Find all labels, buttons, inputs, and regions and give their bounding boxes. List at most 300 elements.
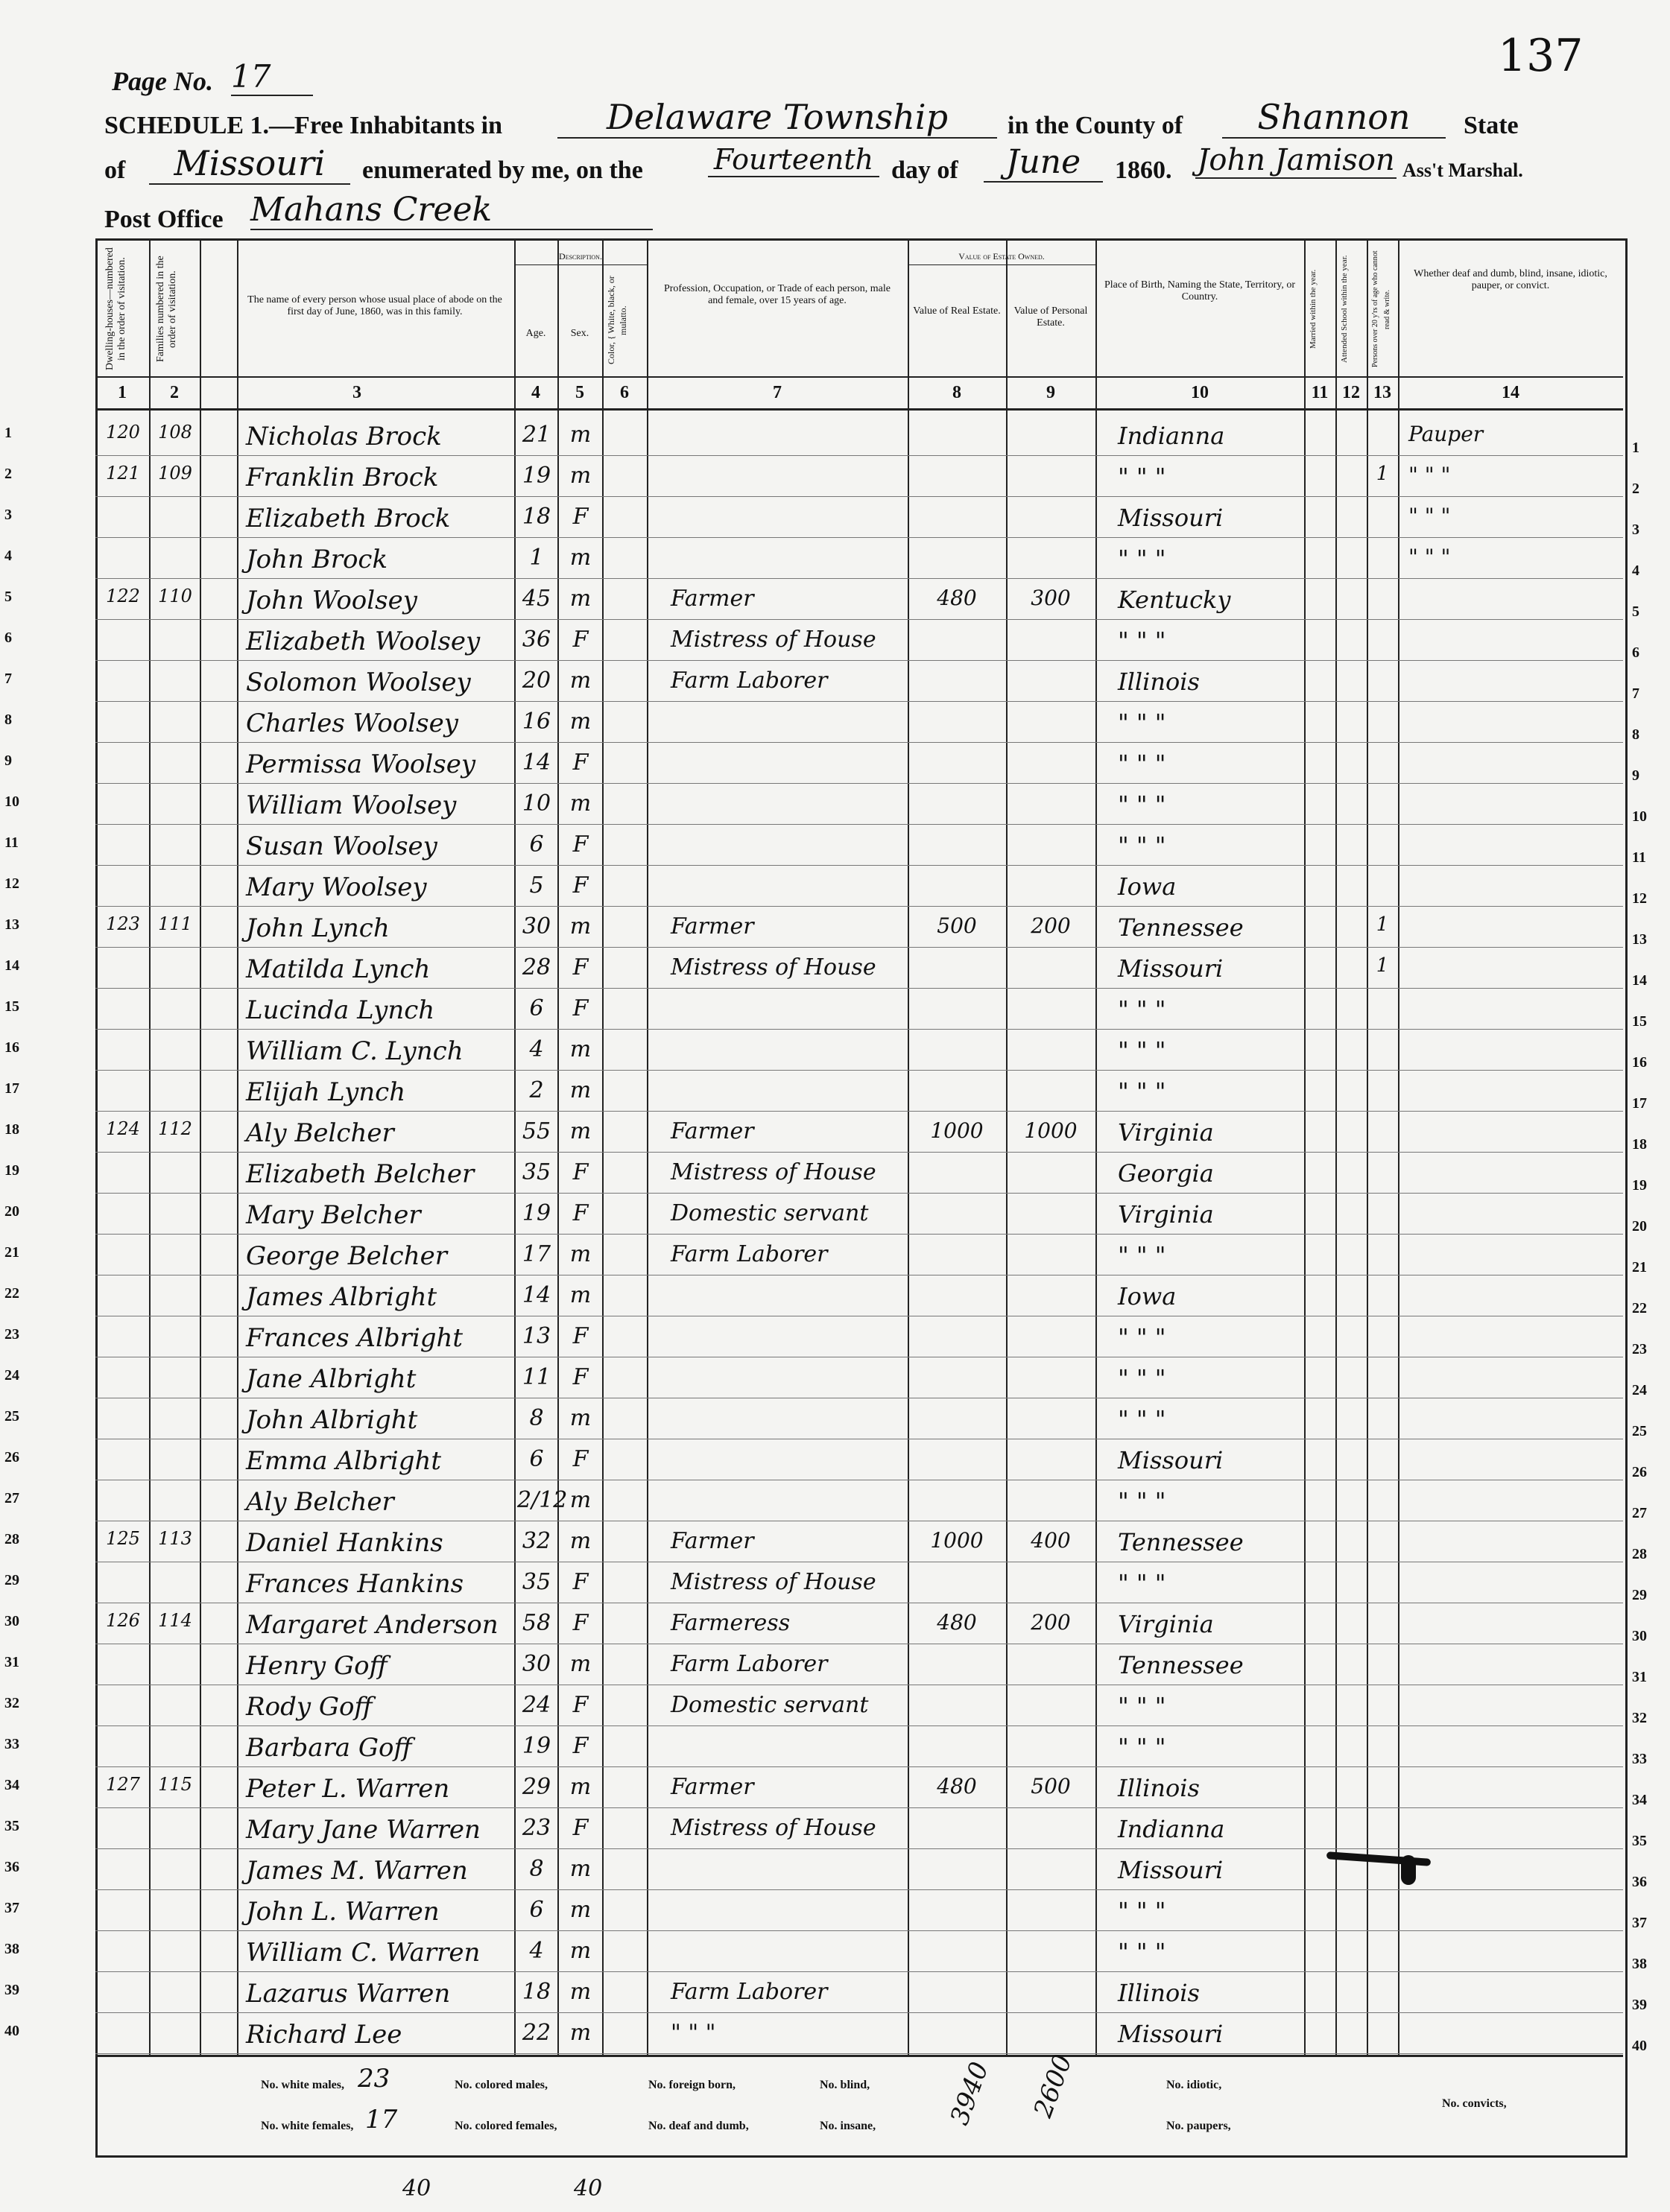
age: 45 xyxy=(522,586,551,612)
person-name: James Albright xyxy=(246,1282,437,1312)
sex: m xyxy=(569,1077,592,1103)
right-line-number: 4 xyxy=(1632,562,1639,579)
place-of-birth: " " " xyxy=(1118,750,1166,778)
right-line-number: 14 xyxy=(1632,972,1647,989)
township: Delaware Township xyxy=(557,97,997,139)
ink-blot-drip xyxy=(1401,1855,1416,1885)
person-name: James M. Warren xyxy=(246,1856,468,1886)
sex: F xyxy=(572,1323,589,1349)
col10-header: Place of Birth, Naming the State, Territory, or Country. xyxy=(1104,279,1295,302)
real-estate-value: 480 xyxy=(937,1610,977,1635)
place-of-birth: Missouri xyxy=(1118,504,1224,532)
place-of-birth: Virginia xyxy=(1118,1200,1214,1229)
age: 36 xyxy=(522,627,551,653)
illiterate-mark: 1 xyxy=(1376,954,1389,977)
occupation: Farm Laborer xyxy=(671,1651,828,1677)
person-name: Rody Goff xyxy=(246,1692,373,1722)
sex: F xyxy=(572,627,589,653)
age: 14 xyxy=(522,750,551,776)
col12-header: Attended School within the year. xyxy=(1340,255,1349,364)
sex: F xyxy=(572,504,589,530)
column-number: 2 xyxy=(170,383,179,402)
age: 6 xyxy=(529,1446,544,1472)
age: 5 xyxy=(529,872,544,899)
person-name: Aly Belcher xyxy=(246,1118,394,1148)
place-of-birth: " " " xyxy=(1118,627,1166,655)
age: 35 xyxy=(522,1569,551,1595)
place-of-birth: " " " xyxy=(1118,1036,1166,1065)
place-of-birth: Missouri xyxy=(1118,1856,1224,1884)
sex: m xyxy=(569,422,592,448)
right-line-number: 25 xyxy=(1632,1423,1647,1439)
colored-females-label: No. colored females, xyxy=(455,2120,557,2132)
line-number: 23 xyxy=(4,1326,19,1343)
family-number: 111 xyxy=(158,913,192,934)
line-number: 35 xyxy=(4,1818,19,1834)
person-name: Daniel Hankins xyxy=(246,1528,443,1558)
occupation: Farmeress xyxy=(671,1610,791,1636)
sex: F xyxy=(572,1610,589,1636)
place-of-birth: " " " xyxy=(1118,1405,1166,1433)
occupation: Mistress of House xyxy=(671,1815,876,1841)
sex: m xyxy=(569,1118,592,1144)
column-number: 7 xyxy=(773,383,782,402)
real-estate-value: 1000 xyxy=(930,1528,984,1553)
col5-header: Sex. xyxy=(570,328,589,339)
column-number: 4 xyxy=(531,383,540,402)
person-name: George Belcher xyxy=(246,1241,447,1271)
line-number: 11 xyxy=(4,834,19,851)
person-name: John Lynch xyxy=(246,913,390,943)
sex: F xyxy=(572,954,589,980)
right-line-number: 12 xyxy=(1632,890,1647,907)
sex: m xyxy=(569,2020,592,2046)
right-line-number: 29 xyxy=(1632,1587,1647,1603)
age: 6 xyxy=(529,1897,544,1923)
place-of-birth: Illinois xyxy=(1118,1774,1200,1802)
age: 19 xyxy=(522,1733,551,1759)
condition: " " " xyxy=(1408,504,1451,528)
col11-header: Married within the year. xyxy=(1309,269,1318,349)
state-value: Missouri xyxy=(149,143,350,185)
right-line-number: 20 xyxy=(1632,1218,1647,1235)
county: Shannon xyxy=(1222,97,1446,139)
sex: F xyxy=(572,1200,589,1226)
column-number: 9 xyxy=(1046,383,1055,402)
sex: m xyxy=(569,463,592,489)
line-number: 15 xyxy=(4,998,19,1015)
person-name: Elizabeth Belcher xyxy=(246,1159,475,1189)
colored-males-label: No. colored males, xyxy=(455,2079,548,2091)
place-of-birth: " " " xyxy=(1118,995,1166,1024)
column-number: 14 xyxy=(1502,383,1519,402)
sex: m xyxy=(569,1282,592,1308)
right-line-number: 6 xyxy=(1632,644,1639,661)
age: 28 xyxy=(522,954,551,980)
enumerated-label: enumerated by me, on the xyxy=(362,156,643,184)
sex: m xyxy=(569,1241,592,1267)
person-name: Franklin Brock xyxy=(246,463,439,492)
person-name: John Woolsey xyxy=(246,586,417,615)
person-name: Margaret Anderson xyxy=(246,1610,499,1640)
real-estate-value: 500 xyxy=(937,913,977,938)
age: 6 xyxy=(529,995,544,1021)
person-name: Elizabeth Woolsey xyxy=(246,627,481,656)
right-line-number: 24 xyxy=(1632,1382,1647,1398)
col6-header: Color, { White, black, or mulatto. xyxy=(606,276,628,365)
sex: m xyxy=(569,1528,592,1554)
person-name: Permissa Woolsey xyxy=(246,750,476,779)
dwelling-number: 122 xyxy=(106,586,140,606)
sex: m xyxy=(569,545,592,571)
place-of-birth: " " " xyxy=(1118,790,1166,819)
right-line-number: 30 xyxy=(1632,1628,1647,1644)
place-of-birth: " " " xyxy=(1118,1241,1166,1270)
sex: F xyxy=(572,831,589,858)
line-number: 1 xyxy=(4,425,12,441)
line-number: 18 xyxy=(4,1121,19,1138)
occupation: Farmer xyxy=(671,1774,754,1800)
personal-estate-value: 200 xyxy=(1031,913,1071,938)
right-line-number: 34 xyxy=(1632,1792,1647,1808)
right-line-number: 3 xyxy=(1632,522,1639,538)
county-label: in the County of xyxy=(1008,112,1183,139)
line-number: 24 xyxy=(4,1367,19,1384)
col3-header: The name of every person whose usual place of abode on the first day of June, 1860, was in this family. xyxy=(247,294,502,317)
person-name: Mary Woolsey xyxy=(246,872,427,902)
right-line-number: 33 xyxy=(1632,1751,1647,1767)
right-line-number: 23 xyxy=(1632,1341,1647,1357)
person-name: Mary Jane Warren xyxy=(246,1815,481,1845)
dwelling-number: 124 xyxy=(106,1118,140,1139)
place-of-birth: " " " xyxy=(1118,1569,1166,1597)
person-name: Emma Albright xyxy=(246,1446,442,1476)
convicts-label: No. convicts, xyxy=(1442,2097,1507,2110)
line-number: 17 xyxy=(4,1080,19,1097)
age: 6 xyxy=(529,831,544,858)
column-number: 8 xyxy=(952,383,961,402)
line-number: 31 xyxy=(4,1654,19,1670)
line-number: 12 xyxy=(4,875,19,892)
day-of-label: day of xyxy=(891,156,958,184)
occupation: Domestic servant xyxy=(671,1200,869,1226)
col13-header: Persons over 20 y'rs of age who cannot read & write. xyxy=(1371,250,1391,368)
place-of-birth: Tennessee xyxy=(1118,1528,1244,1556)
deaf-dumb-label: No. deaf and dumb, xyxy=(648,2120,749,2132)
sex: m xyxy=(569,1897,592,1923)
sex: m xyxy=(569,1487,592,1513)
age: 13 xyxy=(522,1323,551,1349)
age: 10 xyxy=(522,790,551,817)
line-number: 8 xyxy=(4,712,12,728)
age: 58 xyxy=(522,1610,551,1636)
line-number: 19 xyxy=(4,1162,19,1179)
place-of-birth: " " " xyxy=(1118,1938,1166,1966)
place-of-birth: Missouri xyxy=(1118,1446,1224,1474)
line-number: 9 xyxy=(4,752,12,769)
marshal-name: John Jamison xyxy=(1195,143,1397,179)
col7-header: Profession, Occupation, or Trade of each person, male and female, over 15 years of age. xyxy=(663,283,891,306)
right-line-number: 9 xyxy=(1632,767,1639,784)
right-line-number: 17 xyxy=(1632,1095,1647,1112)
right-line-number: 22 xyxy=(1632,1300,1647,1316)
schedule-label: SCHEDULE 1.—Free Inhabitants in xyxy=(104,112,503,139)
place-of-birth: " " " xyxy=(1118,545,1166,573)
family-number: 109 xyxy=(158,463,192,484)
line-number: 6 xyxy=(4,630,12,646)
sex: m xyxy=(569,1405,592,1431)
right-line-number: 8 xyxy=(1632,726,1639,743)
person-name: Elijah Lynch xyxy=(246,1077,406,1107)
place-of-birth: Illinois xyxy=(1118,668,1200,696)
condition: " " " xyxy=(1408,463,1451,487)
year-value: 1860. xyxy=(1115,156,1172,184)
place-of-birth: " " " xyxy=(1118,1077,1166,1106)
person-name: Richard Lee xyxy=(246,2020,402,2050)
age: 20 xyxy=(522,668,551,694)
age: 4 xyxy=(529,1036,544,1062)
right-line-number: 10 xyxy=(1632,808,1647,825)
condition: " " " xyxy=(1408,545,1451,569)
place-of-birth: " " " xyxy=(1118,1897,1166,1925)
place-of-birth: " " " xyxy=(1118,709,1166,737)
right-line-number: 39 xyxy=(1632,1997,1647,2013)
line-number: 13 xyxy=(4,916,19,933)
sex: m xyxy=(569,913,592,939)
illiterate-mark: 1 xyxy=(1376,463,1389,485)
place-of-birth: Indianna xyxy=(1118,1815,1225,1843)
occupation: Mistress of House xyxy=(671,627,876,653)
line-number: 5 xyxy=(4,589,12,605)
person-name: Henry Goff xyxy=(246,1651,388,1681)
family-number: 113 xyxy=(158,1528,192,1549)
person-name: William C. Warren xyxy=(246,1938,481,1968)
month-value: June xyxy=(984,143,1103,183)
person-name: Solomon Woolsey xyxy=(246,668,471,697)
line-number: 25 xyxy=(4,1408,19,1425)
place-of-birth: " " " xyxy=(1118,463,1166,491)
family-number: 114 xyxy=(158,1610,192,1631)
line-number: 33 xyxy=(4,1736,19,1752)
age: 55 xyxy=(522,1118,551,1144)
sex: F xyxy=(572,1692,589,1718)
age: 22 xyxy=(522,2020,551,2046)
idiotic-label: No. idiotic, xyxy=(1166,2079,1222,2091)
place-of-birth: Indianna xyxy=(1118,422,1225,450)
right-line-number: 26 xyxy=(1632,1464,1647,1480)
age: 2/12 xyxy=(517,1487,568,1513)
insane-label: No. insane, xyxy=(820,2120,876,2132)
of-label: of xyxy=(104,156,126,184)
sex: F xyxy=(572,1364,589,1390)
sex: F xyxy=(572,750,589,776)
col4-header: Age. xyxy=(525,328,546,339)
column-number: 11 xyxy=(1311,383,1329,402)
right-line-number: 13 xyxy=(1632,931,1647,948)
right-line-number: 40 xyxy=(1632,2038,1647,2054)
person-name: Mary Belcher xyxy=(246,1200,421,1230)
sex: F xyxy=(572,872,589,899)
line-number: 10 xyxy=(4,793,19,810)
line-number: 22 xyxy=(4,1285,19,1302)
state-label: State xyxy=(1464,112,1519,139)
post-office-label: Post Office xyxy=(104,206,224,233)
sex: m xyxy=(569,1651,592,1677)
dwelling-number: 126 xyxy=(106,1610,140,1631)
place-of-birth: Kentucky xyxy=(1118,586,1231,614)
line-number: 36 xyxy=(4,1859,19,1875)
sex: F xyxy=(572,1815,589,1841)
dwelling-number: 121 xyxy=(106,463,140,484)
estate-header: Value of Estate Owned. xyxy=(958,251,1045,262)
bottom-tally-left: 40 xyxy=(402,2175,431,2202)
age: 14 xyxy=(522,1282,551,1308)
sex: m xyxy=(569,1774,592,1800)
place-of-birth: Tennessee xyxy=(1118,913,1244,942)
place-of-birth: Iowa xyxy=(1118,1282,1177,1311)
place-of-birth: " " " xyxy=(1118,1487,1166,1515)
sex: m xyxy=(569,790,592,817)
dwelling-number: 123 xyxy=(106,913,140,934)
family-number: 108 xyxy=(158,422,192,443)
bottom-tally-right: 40 xyxy=(574,2175,603,2202)
line-number: 29 xyxy=(4,1572,19,1588)
illiterate-mark: 1 xyxy=(1376,913,1389,936)
place-of-birth: " " " xyxy=(1118,1692,1166,1720)
place-of-birth: Georgia xyxy=(1118,1159,1214,1188)
paupers-label: No. paupers, xyxy=(1166,2120,1231,2132)
right-line-number: 19 xyxy=(1632,1177,1647,1194)
place-of-birth: Iowa xyxy=(1118,872,1177,901)
occupation: Farm Laborer xyxy=(671,1979,828,2005)
line-number: 28 xyxy=(4,1531,19,1547)
person-name: Elizabeth Brock xyxy=(246,504,451,533)
line-number: 32 xyxy=(4,1695,19,1711)
age: 24 xyxy=(522,1692,551,1718)
col2-header: Families numbered in the order of visitation. xyxy=(155,256,178,363)
person-name: Charles Woolsey xyxy=(246,709,458,738)
sex: F xyxy=(572,1569,589,1595)
place-of-birth: Virginia xyxy=(1118,1610,1214,1638)
right-line-number: 38 xyxy=(1632,1956,1647,1972)
sex: m xyxy=(569,1036,592,1062)
age: 16 xyxy=(522,709,551,735)
line-number: 16 xyxy=(4,1039,19,1056)
right-line-number: 1 xyxy=(1632,440,1639,456)
day-value: Fourteenth xyxy=(708,143,879,177)
occupation: Domestic servant xyxy=(671,1692,869,1718)
right-line-number: 11 xyxy=(1632,849,1646,866)
sex: m xyxy=(569,1856,592,1882)
age: 11 xyxy=(522,1364,551,1390)
condition: Pauper xyxy=(1408,422,1484,446)
age: 19 xyxy=(522,463,551,489)
white-females-value: 17 xyxy=(365,2105,398,2135)
occupation: Farm Laborer xyxy=(671,668,828,694)
line-number: 40 xyxy=(4,2023,19,2039)
dwelling-number: 125 xyxy=(106,1528,140,1549)
line-number: 26 xyxy=(4,1449,19,1465)
right-line-number: 27 xyxy=(1632,1505,1647,1521)
line-number: 21 xyxy=(4,1244,19,1261)
right-line-number: 16 xyxy=(1632,1054,1647,1071)
line-number: 14 xyxy=(4,957,19,974)
age: 8 xyxy=(529,1405,544,1431)
person-name: William Woolsey xyxy=(246,790,457,820)
col1-header: Dwelling-houses—numbered in the order of visitation. xyxy=(104,247,127,371)
col8-header: Value of Real Estate. xyxy=(913,305,1001,317)
right-line-number: 7 xyxy=(1632,685,1639,702)
personal-estate-value: 1000 xyxy=(1024,1118,1078,1143)
sex: m xyxy=(569,1979,592,2005)
blind-label: No. blind, xyxy=(820,2079,870,2091)
real-estate-value: 1000 xyxy=(930,1118,984,1143)
column-number: 12 xyxy=(1342,383,1360,402)
foreign-born-label: No. foreign born, xyxy=(648,2079,736,2091)
page-no-label: Page No. xyxy=(112,66,213,96)
line-number: 34 xyxy=(4,1777,19,1793)
real-estate-total: 3940 xyxy=(944,2058,995,2129)
person-name: John L. Warren xyxy=(246,1897,440,1927)
age: 18 xyxy=(522,1979,551,2005)
person-name: Frances Hankins xyxy=(246,1569,464,1599)
person-name: Peter L. Warren xyxy=(246,1774,450,1804)
line-number: 2 xyxy=(4,466,12,482)
person-name: John Albright xyxy=(246,1405,418,1435)
right-line-number: 15 xyxy=(1632,1013,1647,1030)
person-name: Aly Belcher xyxy=(246,1487,394,1517)
place-of-birth: Illinois xyxy=(1118,1979,1200,2007)
family-number: 115 xyxy=(158,1774,192,1795)
age: 4 xyxy=(529,1938,544,1964)
place-of-birth: " " " xyxy=(1118,1364,1166,1392)
dwelling-number: 127 xyxy=(106,1774,140,1795)
occupation: Farmer xyxy=(671,586,754,612)
age: 21 xyxy=(522,422,551,448)
column-number: 1 xyxy=(118,383,127,402)
column-number: 10 xyxy=(1191,383,1209,402)
right-line-number: 32 xyxy=(1632,1710,1647,1726)
occupation: Mistress of House xyxy=(671,954,876,980)
sex: F xyxy=(572,1446,589,1472)
sex: m xyxy=(569,586,592,612)
family-number: 110 xyxy=(158,586,192,606)
line-number: 37 xyxy=(4,1900,19,1916)
age: 2 xyxy=(529,1077,544,1103)
occupation: Mistress of House xyxy=(671,1159,876,1185)
line-number: 38 xyxy=(4,1941,19,1957)
col9-header: Value of Personal Estate. xyxy=(1013,305,1088,329)
person-name: John Brock xyxy=(246,545,388,574)
line-number: 3 xyxy=(4,507,12,523)
right-line-number: 35 xyxy=(1632,1833,1647,1849)
age: 32 xyxy=(522,1528,551,1554)
personal-estate-value: 400 xyxy=(1031,1528,1071,1553)
line-number: 39 xyxy=(4,1982,19,1998)
column-number: 13 xyxy=(1373,383,1391,402)
right-line-number: 18 xyxy=(1632,1136,1647,1153)
column-number: 6 xyxy=(620,383,629,402)
right-line-number: 37 xyxy=(1632,1915,1647,1931)
person-name: William C. Lynch xyxy=(246,1036,464,1066)
sex: F xyxy=(572,1159,589,1185)
occupation: " " " xyxy=(671,2020,716,2046)
sex: F xyxy=(572,1733,589,1759)
place-of-birth: " " " xyxy=(1118,831,1166,860)
age: 29 xyxy=(522,1774,551,1800)
white-males-value: 23 xyxy=(358,2064,390,2094)
white-females-label: No. white females, xyxy=(261,2120,354,2132)
